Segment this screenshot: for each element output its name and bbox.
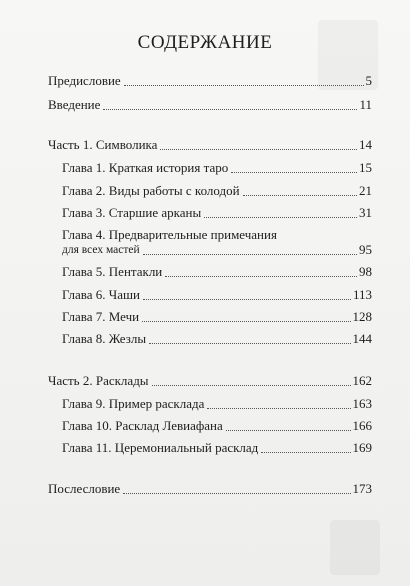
toc-entry-chapter-8 <box>62 331 372 347</box>
toc-entry-chapter-6 <box>62 287 372 303</box>
dot-leader <box>152 385 351 386</box>
toc-entry-label: Глава 10. Расклад Левиафана <box>62 418 223 433</box>
toc-page-number: 113 <box>352 287 372 302</box>
toc-entry-label: Послесловие <box>48 481 121 496</box>
toc-page-number: 169 <box>352 440 372 455</box>
toc-page-number: 98 <box>359 264 372 279</box>
toc-entry-afterword <box>48 481 372 497</box>
toc-entry-chapter-4-line-1: Глава 4. Предварительные примечания <box>62 227 277 242</box>
toc-page-number: 128 <box>352 309 372 324</box>
dot-leader <box>103 109 357 110</box>
toc-page-number: 21 <box>359 183 372 198</box>
toc-entry-label: Часть 2. Расклады <box>48 373 149 388</box>
toc-entry-part-2 <box>48 373 372 389</box>
bleed-through-shape <box>330 520 380 575</box>
toc-page-number: 5 <box>365 73 372 88</box>
toc-entry-label: Глава 1. Краткая история таро <box>62 160 229 175</box>
dot-leader <box>231 172 357 173</box>
toc-entry-chapter-7 <box>62 309 372 325</box>
toc-entry-label: Введение <box>48 97 101 112</box>
dot-leader <box>124 85 364 86</box>
toc-entry-part-1 <box>48 137 372 153</box>
dot-leader <box>143 254 357 255</box>
toc-entry-label: Глава 5. Пентакли <box>62 264 163 279</box>
dot-leader <box>243 195 357 196</box>
toc-page-number: 15 <box>359 160 372 175</box>
toc-entry-chapter-4 <box>62 242 372 258</box>
dot-leader <box>160 149 357 150</box>
toc-entry-chapter-11 <box>62 440 372 456</box>
toc-page-number: 95 <box>359 242 372 257</box>
toc-entry-label-line-2: для всех мастей <box>62 244 140 256</box>
toc-entry-label: Глава 6. Чаши <box>62 287 140 302</box>
toc-entry-label: Глава 7. Мечи <box>62 309 140 324</box>
dot-leader <box>149 343 350 344</box>
toc-entry-chapter-3 <box>62 205 372 221</box>
toc-page-number: 163 <box>352 396 372 411</box>
toc-page-number: 166 <box>352 418 372 433</box>
toc-entry-chapter-9 <box>62 396 372 412</box>
toc-entry-chapter-5 <box>62 264 372 280</box>
toc-page-number: 11 <box>359 97 372 112</box>
toc-page-number: 144 <box>352 331 372 346</box>
toc-page-number: 162 <box>352 373 372 388</box>
dot-leader <box>207 408 350 409</box>
dot-leader <box>226 430 351 431</box>
page-title: СОДЕРЖАНИЕ <box>137 32 273 53</box>
dot-leader <box>143 299 351 300</box>
toc-entry-label: Глава 3. Старшие арканы <box>62 205 202 220</box>
toc-entry-label: Предисловие <box>48 73 121 88</box>
toc-page-number: 31 <box>359 205 372 220</box>
toc-entry-chapter-2 <box>62 183 372 199</box>
dot-leader <box>261 452 350 453</box>
dot-leader <box>165 276 357 277</box>
toc-entry-chapter-1 <box>62 160 372 176</box>
toc-entry-label: Глава 9. Пример расклада <box>62 396 205 411</box>
dot-leader <box>142 321 350 322</box>
dot-leader <box>123 493 350 494</box>
toc-entry-label: Глава 11. Церемониальный расклад <box>62 440 259 455</box>
toc-entry-label: Глава 8. Жезлы <box>62 331 147 346</box>
toc-page-number: 173 <box>352 481 372 496</box>
dot-leader <box>204 217 357 218</box>
toc-page-number: 14 <box>359 137 372 152</box>
toc-entry-introduction <box>48 97 372 113</box>
toc-entry-preface <box>48 73 372 89</box>
toc-entry-label: Глава 2. Виды работы с колодой <box>62 183 240 198</box>
toc-entry-chapter-10 <box>62 418 372 434</box>
toc-entry-label: Часть 1. Символика <box>48 137 158 152</box>
